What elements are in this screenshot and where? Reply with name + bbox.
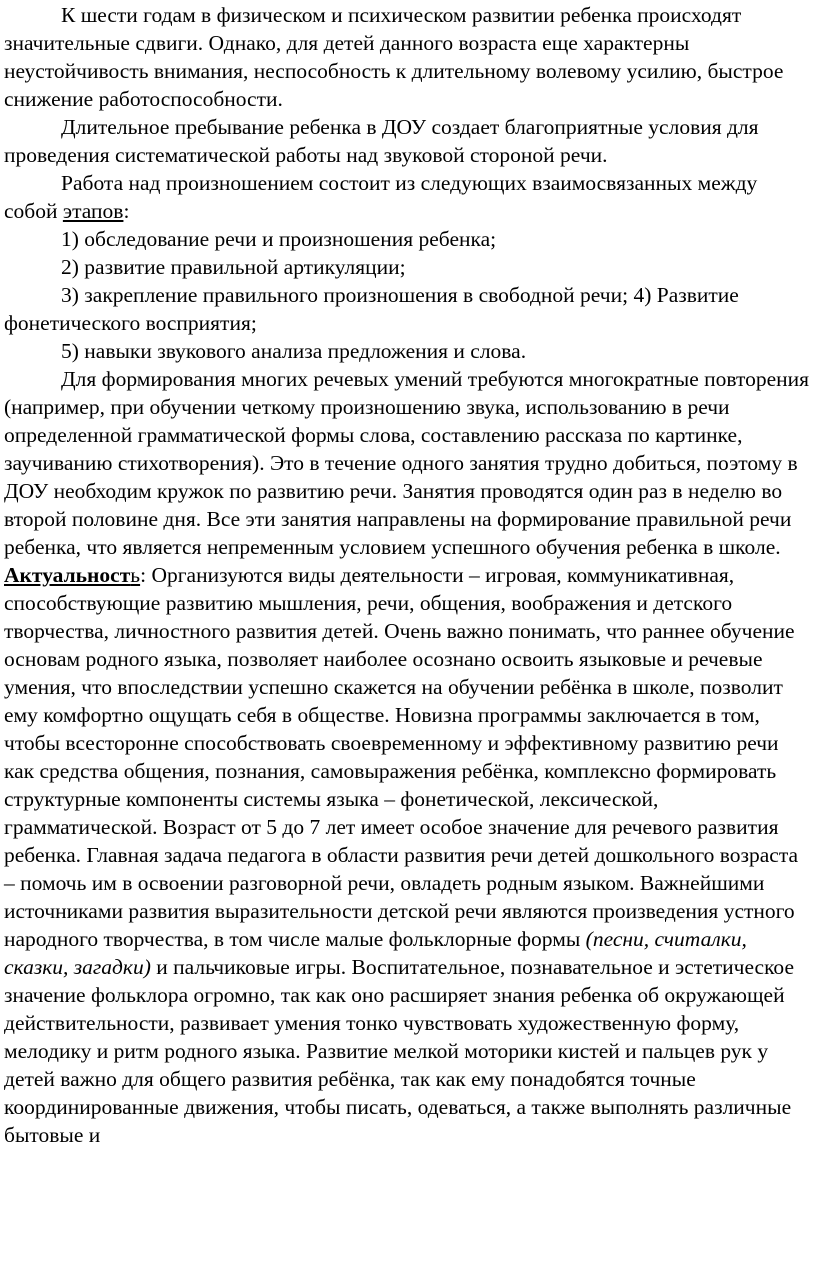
relevance-heading-bold: Актуальност — [4, 563, 131, 587]
relevance-italic-forms: (песни, считалки, сказки, загадки) — [4, 927, 747, 979]
paragraph-dou-stay: Длительное пребывание ребенка в ДОУ создает благоприятные условия для проведения систематической работы над звуковой стороной речи. — [4, 115, 759, 167]
relevance-heading-end: ь — [130, 563, 141, 587]
stages-colon: : — [123, 199, 130, 223]
stage-item-2: 2) развитие правильной артикуляции; — [61, 255, 406, 279]
paragraph-relevance — [4, 561, 812, 1149]
stages-intro-text: Работа над произношением состоит из следующих взаимосвязанных между собой — [4, 171, 758, 223]
stage-item-5: 5) навыки звукового анализа предложения и слова. — [61, 339, 527, 363]
relevance-text-part1: : Организуются виды деятельности – игровая, коммуникативная, способствующие развитию мышления, речи, общения, воображения и детского творчества, личностного развития детей. Очень важно понимать, что раннее обучение основам родного языка, позволяет наиболее осознано освоить языковые и речевые умения, что впоследствии успешно скажется на обучении ребёнка в школе, позволит ему комфортно ощущать себя в обществе. Новизна программы заключается в том, чтобы всесторонне способствовать своевременному и эффективному развитию речи как средства общения, познания, самовыражения ребёнка, комплексно формировать структурные компоненты системы языка – фонетической, лексической, грамматической. Возраст от 5 до 7 лет имеет особое значение для речевого развития ребенка. Главная задача педагога в области развития речи детей дошкольного возраста – помочь им в освоении разговорной речи, овладеть родным языком. Важнейшими источниками развития выразительности детской речи являются произведения устного народного творчества, в том числе малые фольклорные формы — [4, 563, 799, 951]
paragraph-speech-skills: Для формирования многих речевых умений требуются многократные повторения (например, при обучении четкому произношению звука, использованию в речи определенной грамматической формы слова, составлению рассказа по картинке, заучиванию стихотворения). Это в течение одного занятия трудно добиться, поэтому в ДОУ необходим кружок по развитию речи. Занятия проводятся один раз в неделю во второй половине дня. Все эти занятия направлены на формирование правильной речи ребенка, что является непременным условием успешного обучения ребенка в школе. — [4, 367, 810, 559]
stage-item-1: 1) обследование речи и произношения ребенка; — [61, 227, 497, 251]
stages-underlined-word: этапов — [62, 199, 124, 223]
paragraph-work-stages — [4, 169, 812, 225]
stage-item-3-4: 3) закрепление правильного произношения в свободной речи; 4) Развитие фонетического восприятия; — [4, 283, 739, 335]
relevance-text-part2: и пальчиковые игры. Воспитательное, познавательное и эстетическое значение фольклора огромно, так как оно расширяет знания ребенка об окружающей действительности, развивает умения тонко чувствовать художественную форму, мелодику и ритм родного языка. Развитие мелкой моторики кистей и пальцев рук у детей важно для общего развития ребёнка, так как ему понадобятся точные координированные движения, чтобы писать, одеваться, а также выполнять различные бытовые и — [4, 955, 794, 1147]
paragraph-age-six: К шести годам в физическом и психическом развитии ребенка происходят значительные сдвиги. Однако, для детей данного возраста еще характерны неустойчивость внимания, неспособность к длительному волевому усилию, быстрое снижение работоспособности. — [4, 3, 784, 111]
relevance-heading — [4, 563, 140, 587]
